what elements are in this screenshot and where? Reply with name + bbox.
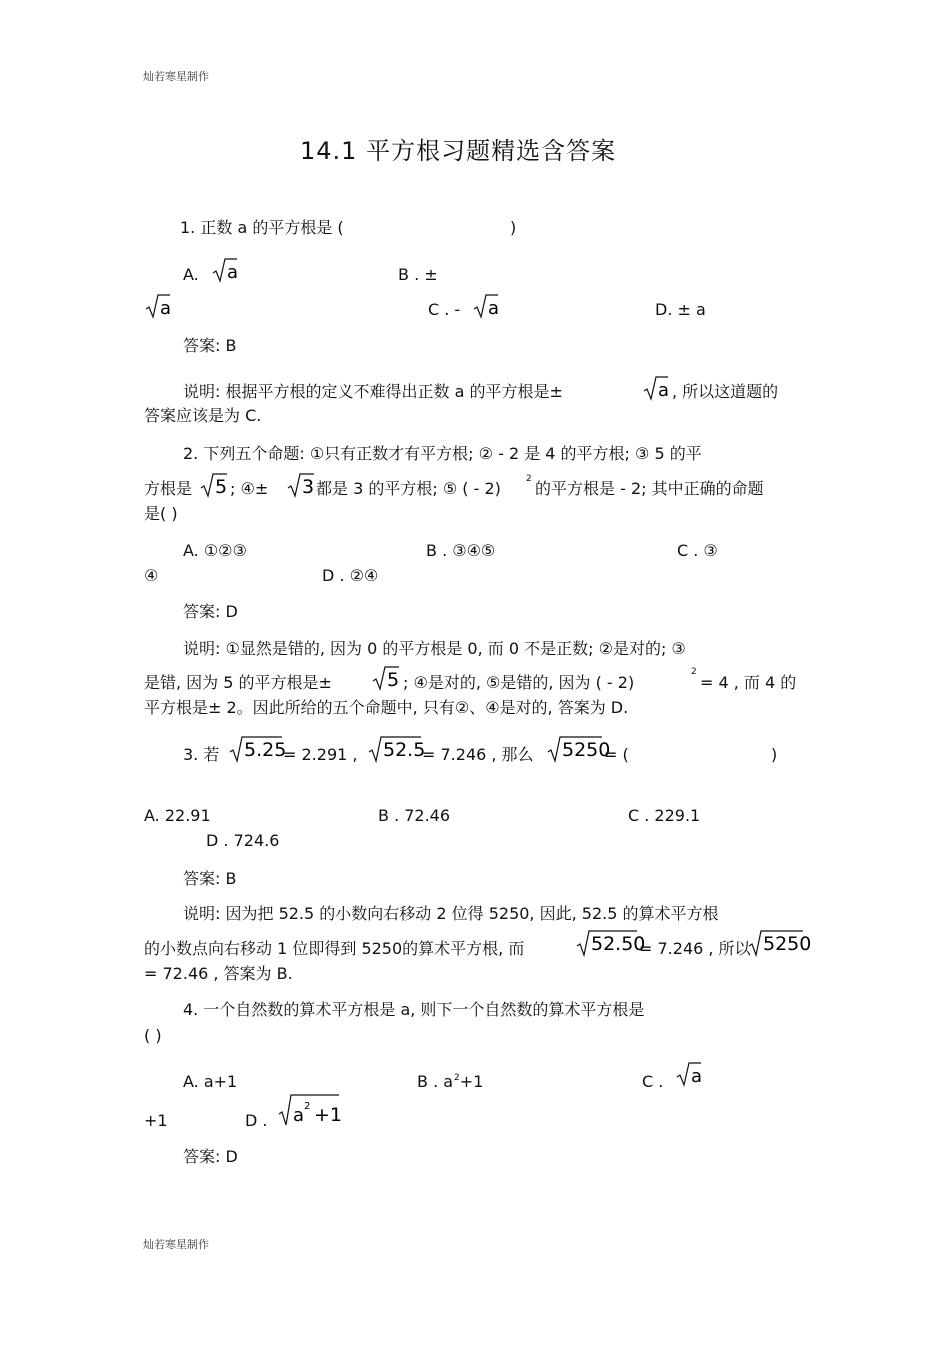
q1-sqrt-a-c-icon xyxy=(473,292,499,320)
q2-option-d: D . ②④ xyxy=(322,566,379,585)
q3-option-c: C . 229.1 xyxy=(628,806,701,825)
q3-explanation-2b: = 7.246 , 所以 xyxy=(639,939,751,958)
q1-sqrt-a-icon xyxy=(212,256,238,284)
q3-explanation-1: 说明: 因为把 52.5 的小数向右移动 2 位得 5250, 因此, 52.5 的算术平方根 xyxy=(183,904,719,923)
q1-stem: 1. 正数 a 的平方根是 ( xyxy=(180,218,344,237)
q1-option-c: C . - xyxy=(428,300,461,319)
svg-text:5: 5 xyxy=(215,476,228,498)
q3-answer: 答案: B xyxy=(183,869,237,888)
q3-option-d: D . 724.6 xyxy=(206,831,280,850)
q3-explanation-2a: 的小数点向右移动 1 位即得到 5250的算术平方根, 而 xyxy=(144,939,525,958)
q1-expl-sqrt-icon xyxy=(643,374,669,402)
q2-sqrt-3-icon xyxy=(287,471,315,499)
q4-option-d: D . xyxy=(245,1111,268,1130)
q4-sqrt-a-icon xyxy=(676,1060,702,1088)
q2-option-b: B . ③④⑤ xyxy=(426,541,496,560)
svg-text:3: 3 xyxy=(302,476,315,498)
q4-option-b-tail: +1 xyxy=(459,1072,484,1091)
q1-answer: 答案: B xyxy=(183,336,237,355)
q1-explanation-1b: , 所以这道题的 xyxy=(672,382,779,401)
q2-explanation-3: 平方根是± 2。因此所给的五个命题中, 只有②、④是对的, 答案为 D. xyxy=(144,698,629,717)
svg-text:2: 2 xyxy=(304,1101,311,1112)
q2-expl-superscript: 2 xyxy=(691,667,697,677)
q4-option-b: B . a xyxy=(417,1072,454,1091)
q4-option-b-prefix xyxy=(417,1071,483,1096)
q2-option-c: C . ③ xyxy=(677,541,718,560)
q3-option-b: B . 72.46 xyxy=(378,806,451,825)
q2-explanation-2b: ; ④是对的, ⑤是错的, 因为 ( - 2) xyxy=(403,673,635,692)
q3-sqrt-525-icon xyxy=(229,734,287,764)
q3-sqrt-5250-icon xyxy=(547,734,611,764)
q3-stem: 3. 若 xyxy=(183,745,220,764)
q2-superscript: 2 xyxy=(526,474,532,484)
q3-close-paren: ) xyxy=(771,745,778,764)
svg-text:52.50: 52.50 xyxy=(591,933,646,955)
q4-option-c-cont: +1 xyxy=(144,1111,168,1130)
svg-text:5.25: 5.25 xyxy=(244,739,287,761)
q3-sqrt-5250b-icon xyxy=(576,928,646,958)
svg-text:52.5: 52.5 xyxy=(383,739,426,761)
q2-explanation-1: 说明: ①显然是错的, 因为 0 的平方根是 0, 而 0 不是正数; ②是对的; ③ xyxy=(183,639,686,658)
q1-option-a: A. xyxy=(183,265,199,284)
q2-answer: 答案: D xyxy=(183,602,238,621)
q3-sqrt-525b-icon xyxy=(368,734,426,764)
q2-option-c-cont: ④ xyxy=(144,566,159,585)
q2-expl-sqrt-5-icon xyxy=(372,664,400,692)
page-title: 14.1 平方根习题精选含答案 xyxy=(300,137,617,165)
q3-eq-2: = 7.246 , 那么 xyxy=(422,745,534,764)
q4-option-a: A. a+1 xyxy=(183,1072,238,1091)
q2-line-2a: 方根是 xyxy=(144,479,193,498)
q2-line-2b: ; ④± xyxy=(230,479,269,498)
svg-text:a: a xyxy=(160,298,172,319)
q3-eq-1: = 2.291 , xyxy=(283,745,358,764)
svg-text:a: a xyxy=(691,1066,703,1087)
q4-option-c: C . xyxy=(642,1072,664,1091)
q3-eq-3: = ( xyxy=(604,745,629,764)
svg-text:5250: 5250 xyxy=(562,739,611,761)
q4-paren: ( ) xyxy=(144,1026,162,1045)
q1-explanation-1a: 说明: 根据平方根的定义不难得出正数 a 的平方根是± xyxy=(183,382,563,401)
q4-stem: 4. 一个自然数的算术平方根是 a, 则下一个自然数的算术平方根是 xyxy=(183,1000,645,1019)
q2-explanation-2a: 是错, 因为 5 的平方根是± xyxy=(144,673,332,692)
svg-text:a: a xyxy=(293,1105,305,1126)
q2-line-3: 是( ) xyxy=(144,504,178,523)
page-header: 灿若寒星制作 xyxy=(143,70,209,83)
q2-option-a: A. ①②③ xyxy=(183,541,247,560)
q1-explanation-2: 答案应该是为 C. xyxy=(144,406,262,425)
q3-sqrt-5250c-icon xyxy=(748,928,812,958)
q1-option-b: B . ± xyxy=(398,265,438,284)
q2-line-2c: 都是 3 的平方根; ⑤ ( - 2) xyxy=(316,479,501,498)
svg-text:a: a xyxy=(488,298,500,319)
svg-text:5: 5 xyxy=(387,669,400,691)
q1-radicand-a: a xyxy=(227,262,239,283)
q3-explanation-3: = 72.46 , 答案为 B. xyxy=(144,964,293,983)
svg-text:5250: 5250 xyxy=(763,933,812,955)
q1-close-paren: ) xyxy=(510,218,517,237)
q2-line-2d: 的平方根是 - 2; 其中正确的命题 xyxy=(535,479,764,498)
q2-sqrt-5-icon xyxy=(200,471,228,499)
q2-explanation-2c: = 4 , 而 4 的 xyxy=(700,673,797,692)
q3-option-a: A. 22.91 xyxy=(144,806,211,825)
q2-line-1: 2. 下列五个命题: ①只有正数才有平方根; ② - 2 是 4 的平方根; ③ 5 的平 xyxy=(183,444,702,463)
q1-sqrt-a-b-icon xyxy=(145,292,171,320)
q4-answer: 答案: D xyxy=(183,1147,238,1166)
page-footer: 灿若寒星制作 xyxy=(143,1238,209,1251)
q4-option-b-sup: 2 xyxy=(454,1073,460,1083)
q1-option-d: D. ± a xyxy=(655,300,706,319)
q4-sqrt-a2-plus-1-icon xyxy=(278,1092,343,1128)
svg-text:+1: +1 xyxy=(314,1104,343,1126)
svg-text:a: a xyxy=(658,380,670,401)
